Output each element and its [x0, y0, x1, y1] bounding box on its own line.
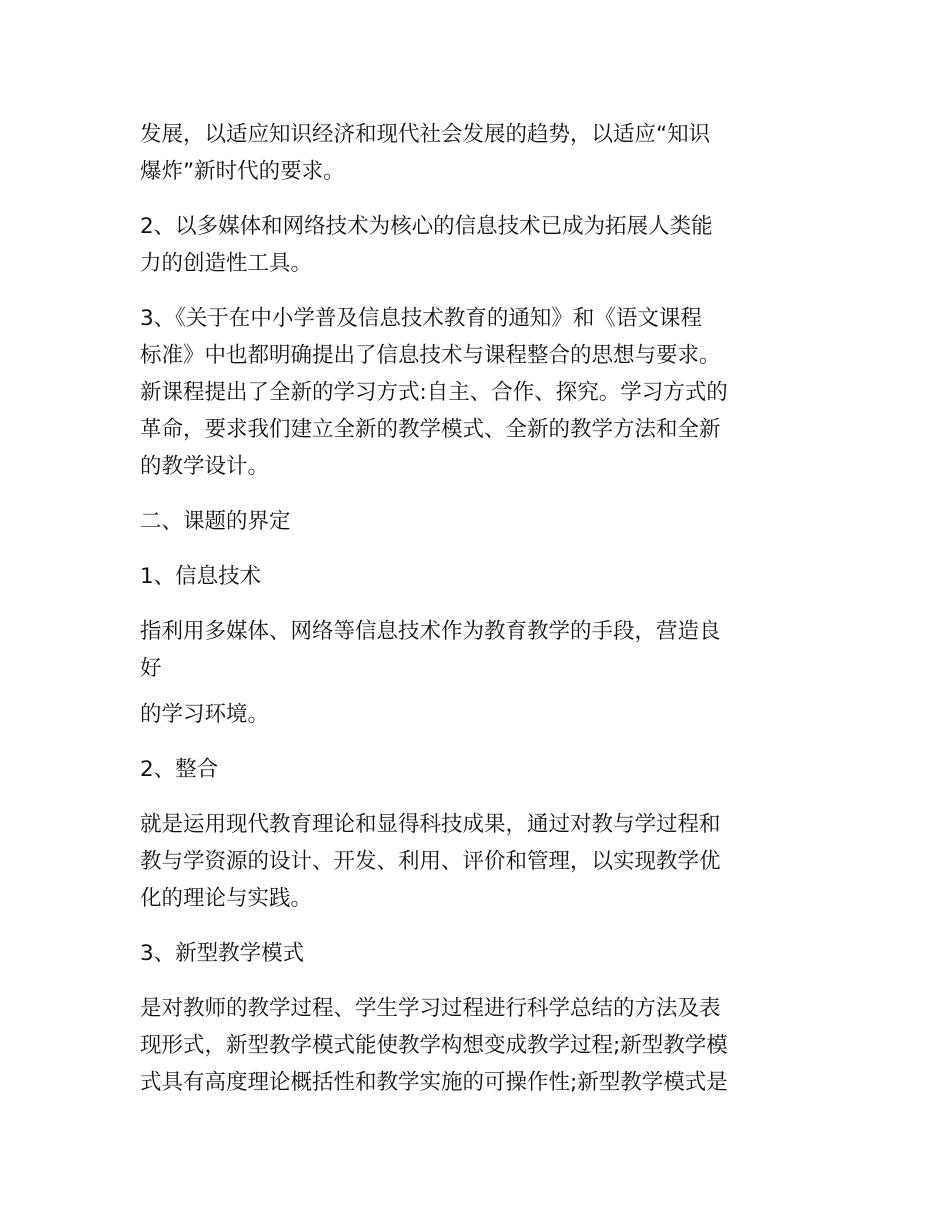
text-line: 好	[140, 656, 162, 681]
text-line: 的教学设计。	[140, 454, 270, 479]
text-line: 爆炸”新时代的要求。	[140, 159, 345, 184]
text-line: 式具有高度理论概括性和教学实施的可操作性;新型教学模式是	[140, 1070, 728, 1095]
text-line: 二、课题的界定	[140, 509, 291, 534]
subsection-heading	[140, 935, 810, 972]
paragraph	[140, 208, 810, 282]
text-line: 指利用多媒体、网络等信息技术作为教育教学的手段，营造良	[140, 619, 721, 644]
subsection-heading	[140, 558, 810, 595]
text-line: 3、新型教学模式	[140, 941, 305, 966]
text-line: 就是运用现代教育理论和显得科技成果，通过对教与学过程和	[140, 812, 721, 837]
text-line: 发展，以适应知识经济和现代社会发展的趋势，以适应“知识	[140, 122, 711, 147]
text-line: 现形式，新型教学模式能使教学构想变成教学过程;新型教学模	[140, 1033, 728, 1058]
text-line: 2、以多媒体和网络技术为核心的信息技术已成为拓展人类能	[140, 214, 713, 239]
text-line: 标准》中也都明确提出了信息技术与课程整合的思想与要求。	[140, 343, 721, 368]
text-line: 革命，要求我们建立全新的教学模式、全新的教学方法和全新	[140, 417, 721, 442]
paragraph	[140, 116, 810, 190]
text-line: 化的理论与实践。	[140, 886, 313, 911]
text-line: 2、整合	[140, 757, 219, 782]
text-line: 1、信息技术	[140, 564, 262, 589]
text-line: 新课程提出了全新的学习方式:自主、合作、探究。学习方式的	[140, 380, 728, 405]
paragraph	[140, 300, 810, 485]
paragraph	[140, 696, 810, 733]
paragraph	[140, 806, 810, 917]
section-heading	[140, 503, 810, 540]
text-line: 力的创造性工具。	[140, 251, 313, 276]
paragraph	[140, 613, 810, 687]
text-line: 的学习环境。	[140, 702, 270, 727]
text-line: 是对教师的教学过程、学生学习过程进行科学总结的方法及表	[140, 996, 721, 1021]
text-line: 3、《关于在中小学普及信息技术教育的通知》和《语文课程	[140, 306, 702, 331]
subsection-heading	[140, 751, 810, 788]
paragraph	[140, 990, 810, 1101]
document-body	[140, 116, 810, 1119]
text-line: 教与学资源的设计、开发、利用、评价和管理，以实现教学优	[140, 849, 721, 874]
